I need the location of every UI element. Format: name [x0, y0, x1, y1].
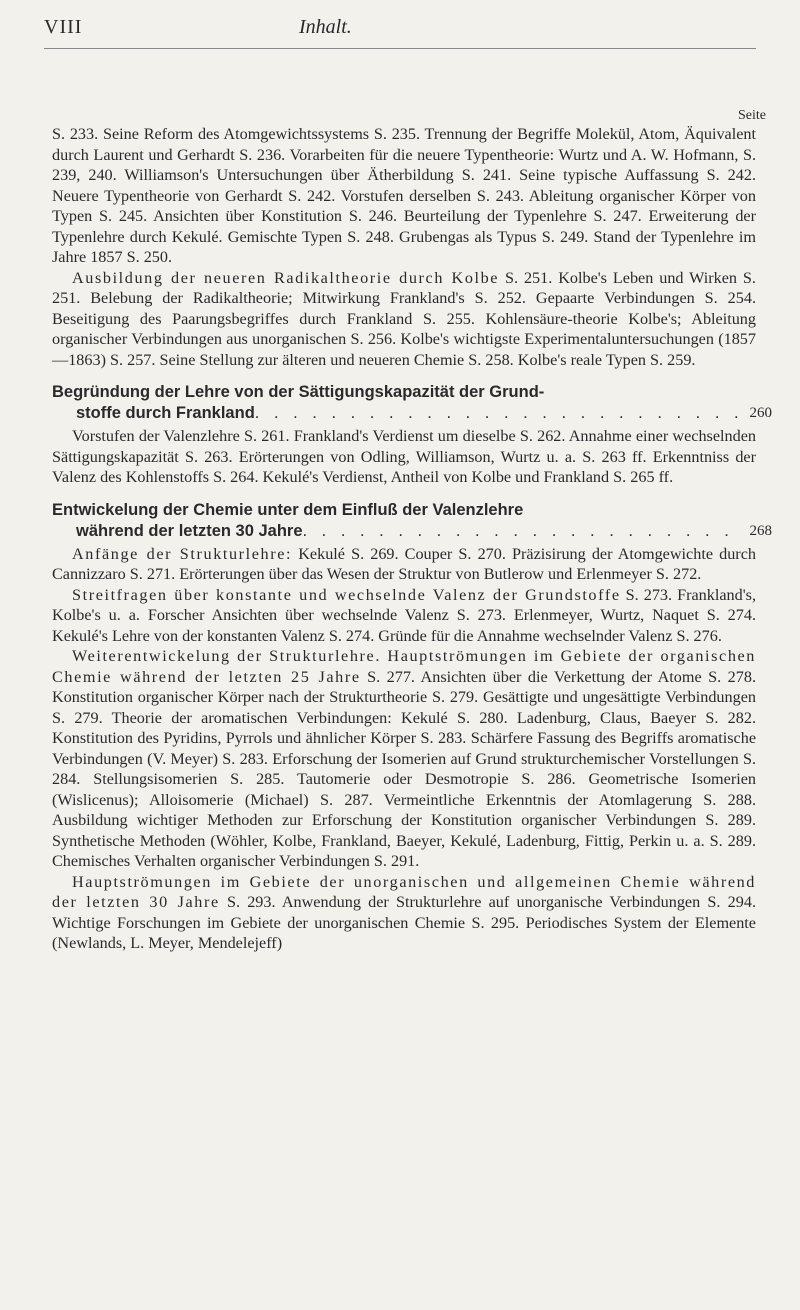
page-header	[44, 16, 756, 46]
section-title-line2: während der letzten 30 Jahre	[76, 521, 303, 540]
toc-entry-paragraph: Vorstufen der Valenzlehre S. 261. Frankland's Verdienst um dieselbe S. 262. Annahme einer wechselnden Sättigungskapazität S. 263. Erörterungen von Odling, Williamson, Wurtz u. a. S. 263 ff. Erkenntniss der Valenz des Kohlenstoffs S. 264. Kekulé's Verdienst, Antheil von Kolbe und Frankland S. 265 ff.	[52, 427, 756, 486]
toc-entry-paragraph	[52, 872, 756, 954]
section-page-number: 268	[749, 522, 772, 539]
entry-text: S. 273. Frankland's, Kolbe's u. a. Forscher Ansichten über wechselnde Valenz S. 273. Erlenmeyer, Wurtz, Naquet S. 274. Kekulé's Lehre von der konstanten Valenz S. 274. Gründe für die Annahme wechselnder Valenz S. 276.	[52, 585, 756, 645]
spaced-heading: Weiterentwickelung der Strukturlehre. Hauptströmungen im Gebiete der organischen Chemie während der letzten 25 Jahre	[52, 647, 756, 686]
section-title-line1: Begründung der Lehre von der Sättigungskapazität der Grund-	[52, 383, 545, 401]
toc-entry-paragraph	[52, 268, 756, 371]
toc-entry-paragraph	[52, 646, 756, 872]
section-page-number: 260	[749, 405, 772, 421]
section-title-line1: Entwickelung der Chemie unter dem Einfluß der Valenzlehre	[52, 500, 524, 519]
toc-content	[52, 124, 772, 954]
page-number: VIII	[44, 16, 83, 38]
spaced-heading: Streitfragen über konstante und wechselnde Valenz der Grundstoffe	[72, 585, 621, 604]
toc-entry-paragraph	[52, 544, 756, 585]
running-title: Inhalt.	[299, 16, 352, 38]
toc-entry-paragraph: S. 233. Seine Reform des Atomgewichtssystems S. 235. Trennung der Begriffe Molekül, Atom, Äquivalent durch Laurent und Gerhardt S. 236. Vorarbeiten für die neuere Typentheorie: Wurtz und A. W. Hofmann, S. 239, 240. Williamson's Untersuchungen über Ätherbildung S. 241. Seine typische Auffassung S. 242. Neuere Typentheorie von Gerhardt S. 242. Vorstufen derselben S. 243. Ableitung organischer Körper von Typen S. 245. Ansichten über Konstitution S. 246. Beurteilung der Typenlehre S. 247. Erweiterung der Typenlehre durch Kekulé. Gemischte Typen S. 248. Grubengas als Typus S. 249. Stand der Typenlehre im Jahre 1857 S. 250.	[52, 125, 756, 266]
entry-text: S. 277. Ansichten über die Verkettung der Atome S. 278. Konstitution organischer Körper nach der Strukturtheorie S. 279. Gesättigte und ungesättigte Verbindungen S. 279. Theorie der aromatischen Verbindungen: Kekulé S. 280. Ladenburg, Claus, Baeyer S. 282. Konstitution des Pyridins, Pyrrols und ähnlicher Körper S. 283. Schärfere Fassung des Begriffs aromatische Verbindungen (V. Meyer) S. 283. Erforschung der Isomerien auf Grund strukturchemischer Vorstellungen S. 284. Stellungsisomerien S. 285. Tautomerie oder Desmotropie S. 286. Geometrische Isomerien (Wislicenus); Alloisomerie (Michael) S. 287. Vermeintliche Erkenntnis der Atomlagerung S. 288. Ausbildung wichtiger Methoden zur Erforschung der Konstitution organischer Verbindungen S. 289. Synthetische Methoden (Wöhler, Kolbe, Frankland, Baeyer, Kekulé, Ladenburg, Fittig, Perkin u. a. S. 289. Chemisches Verhalten organischer Verbindungen S. 291.	[52, 667, 756, 870]
section-title-line2: stoffe durch Frankland	[76, 404, 255, 422]
spaced-heading: Hauptströmungen im Gebiete der unorganischen und allgemeinen Chemie während der letzten 30 Jahre	[52, 872, 756, 911]
spaced-heading: Ausbildung der neueren Radikaltheorie durch Kolbe	[72, 268, 500, 287]
toc-entry-paragraph	[52, 585, 756, 647]
section-heading	[52, 500, 772, 542]
section-heading	[52, 382, 772, 424]
seite-label: Seite	[738, 108, 766, 123]
leader-dots	[255, 403, 744, 424]
entry-text: Kekulé S. 269. Couper S. 270. Präzisirung der Atomgewichte durch Cannizzaro S. 271. Erörterungen über das Wesen der Struktur von Butlerow und Erlenmeyer S. 272.	[52, 544, 756, 583]
entry-text: S. 251. Kolbe's Leben und Wirken S. 251. Belebung der Radikaltheorie; Mitwirkung Frankland's S. 252. Gepaarte Verbindungen S. 254. Beseitigung des Paarungsbegriffes durch Frankland S. 255. Kohlensäure-theorie Kolbe's; Ableitung organischer Verbindungen aus unorganischen S. 256. Kolbe's wichtigste Experimentaluntersuchungen (1857—1863) S. 257. Seine Stellung zur älteren und neueren Chemie S. 258. Kolbe's reale Typen S. 259.	[52, 268, 756, 369]
entry-text: S. 293. Anwendung der Strukturlehre auf unorganische Verbindungen S. 294. Wichtige Forschungen im Gebiete der unorganischen Chemie S. 295. Periodisches System der Elemente (Newlands, L. Meyer, Mendelejeff)	[52, 893, 756, 952]
spaced-heading: Anfänge der Strukturlehre:	[72, 544, 293, 563]
header-rule	[44, 48, 756, 49]
leader-dots	[303, 521, 744, 542]
